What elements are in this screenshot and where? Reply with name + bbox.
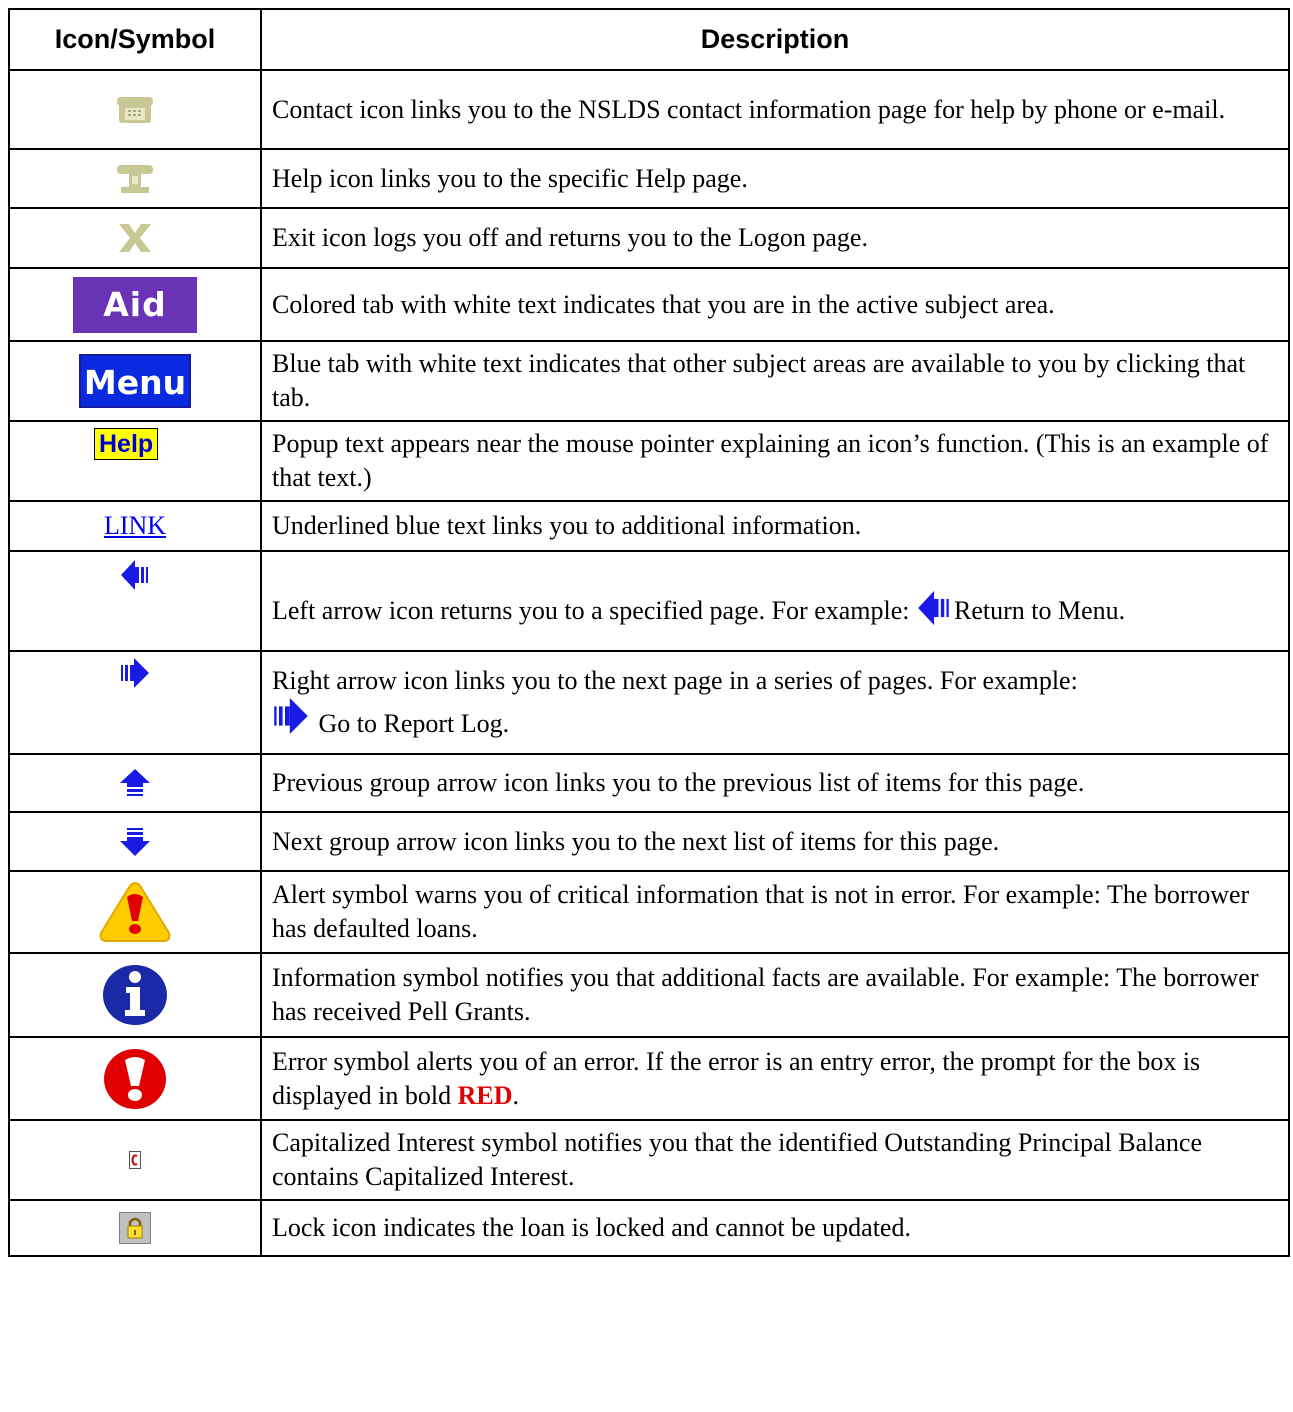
row-description: Help icon links you to the specific Help page. [261,149,1289,208]
row-description: Next group arrow icon links you to the next list of items for this page. [261,812,1289,871]
table-row [9,149,1289,208]
row-description: Previous group arrow icon links you to the previous list of items for this page. [261,754,1289,812]
information-icon [102,964,168,1026]
column-header-icon: Icon/Symbol [9,9,261,70]
table-row [9,651,1289,754]
capitalized-interest-icon [129,1151,141,1169]
row-description: Contact icon links you to the NSLDS contact information page for help by phone or e-mail. [261,70,1289,149]
row-description: Colored tab with white text indicates that you are in the active subject area. [261,268,1289,341]
error-icon [103,1048,167,1110]
lock-icon [119,1212,151,1244]
previous-group-arrow-icon[interactable] [120,769,150,797]
row-description: Underlined blue text links you to additional information. [261,501,1289,551]
menu-tab[interactable]: Menu [79,354,191,408]
alert-icon [99,881,171,943]
next-group-arrow-icon[interactable] [120,828,150,856]
link-text[interactable]: LINK [103,511,167,540]
help-phone-icon[interactable] [117,165,153,193]
icon-legend-table [8,8,1290,1257]
description-text: Go to Report Log. [318,709,510,738]
table-row [9,268,1289,341]
description-text: Left arrow icon returns you to a specified page. For example: [272,595,910,625]
table-row [9,551,1289,651]
table-row [9,501,1289,551]
right-arrow-icon[interactable] [274,698,308,734]
row-description: Information symbol notifies you that additional facts are available. For example: The borrower has received Pell Grants. [261,953,1289,1037]
exit-x-icon[interactable] [117,224,153,252]
table-row [9,421,1289,501]
description-text: . [512,1080,519,1110]
left-arrow-icon[interactable] [121,560,149,590]
table-row [9,1120,1289,1200]
row-description [261,551,1289,651]
row-description: Blue tab with white text indicates that other subject areas are available to you by clicking that tab. [261,341,1289,421]
row-description: Lock icon indicates the loan is locked and cannot be updated. [261,1200,1289,1256]
table-row [9,208,1289,268]
row-description: Exit icon logs you off and returns you to the Logon page. [261,208,1289,268]
row-description: Capitalized Interest symbol notifies you that the identified Outstanding Principal Balance contains Capitalized Interest. [261,1120,1289,1200]
table-row [9,754,1289,812]
table-row [9,341,1289,421]
description-text: Return to Menu. [954,595,1126,625]
description-text: Right arrow icon links you to the next page in a series of pages. For example: [272,666,1078,695]
header-row [9,9,1289,70]
row-description: Alert symbol warns you of critical information that is not in error. For example: The borrower has defaulted loans. [261,871,1289,953]
left-arrow-icon[interactable] [918,591,950,625]
table-row [9,953,1289,1037]
aid-tab[interactable]: Aid [73,277,197,333]
table-row [9,871,1289,953]
right-arrow-icon[interactable] [121,658,149,688]
description-text: Error symbol alerts you of an error. If the error is an entry error, the prompt for the box is displayed in bold [272,1046,1201,1110]
table-row [9,1037,1289,1120]
row-description: Popup text appears near the mouse pointer explaining an icon’s function. (This is an example of that text.) [261,421,1289,501]
row-description [261,1037,1289,1120]
column-header-description: Description [261,9,1289,70]
table-row [9,1200,1289,1256]
row-description [261,651,1289,754]
help-popup-tooltip: Help [94,428,158,460]
contact-phone-icon[interactable] [117,97,153,123]
red-emphasis: RED [457,1080,513,1110]
table-row [9,70,1289,149]
table-row [9,812,1289,871]
